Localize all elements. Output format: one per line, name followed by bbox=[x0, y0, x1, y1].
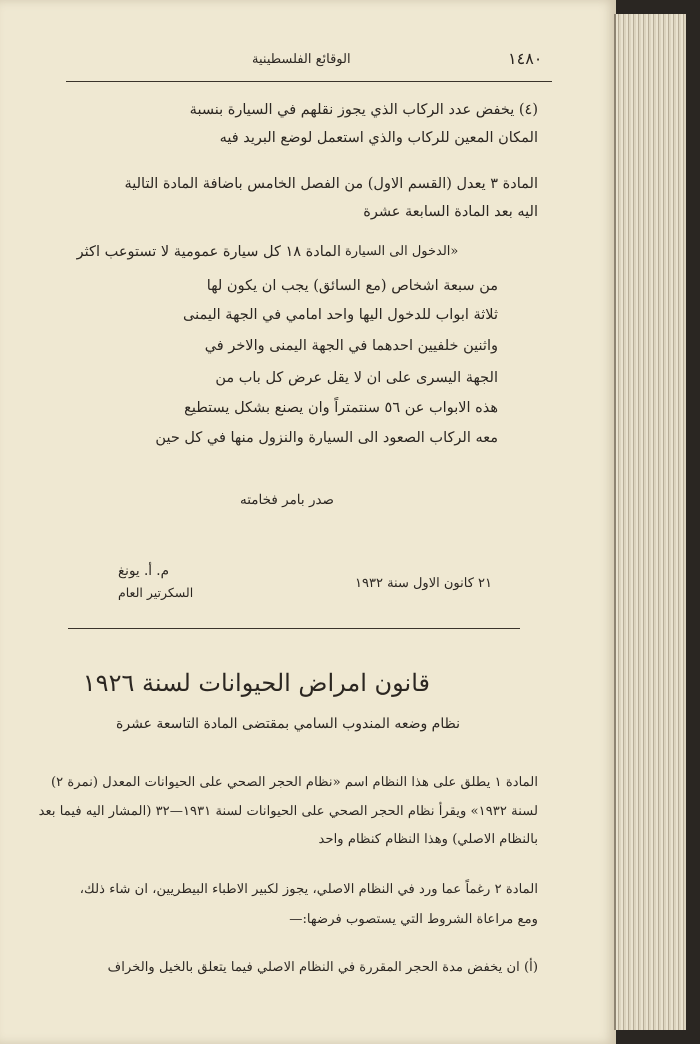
article-18-line: ثلاثة ابواب للدخول اليها واحد امامي في الجهة اليمنى bbox=[183, 307, 498, 323]
header-rule bbox=[66, 81, 552, 82]
signature-name: م. أ. يونغ bbox=[118, 563, 169, 579]
article-18-line: من سبعة اشخاص (مع السائق) يجب ان يكون لها bbox=[206, 278, 498, 294]
item-4-line-1: (٤) يخفض عدد الركاب الذي يجوز نقلهم في السيارة بنسبة bbox=[189, 102, 538, 118]
article-3-line-1: المادة ٣ يعدل (القسم الاول) من الفصل الخامس باضافة المادة التالية bbox=[124, 176, 538, 192]
article-18-line: معه الركاب الصعود الى السيارة والنزول منها في كل حين bbox=[155, 430, 498, 446]
issue-date: ٢١ كانون الاول سنة ١٩٣٢ bbox=[355, 576, 493, 591]
section-divider bbox=[68, 628, 520, 629]
article-3-line-2: اليه بعد المادة السابعة عشرة bbox=[363, 204, 538, 220]
article-18-line: الجهة اليسرى على ان لا يقل عرض كل باب من bbox=[215, 370, 498, 386]
law-title: قانون امراض الحيوانات لسنة ١٩٢٦ bbox=[82, 669, 430, 697]
article-2-line: المادة ٢ رغماً عما ورد في النظام الاصلي، يجوز لكبير الاطباء البيطريين، ان شاء ذلك، bbox=[79, 882, 538, 897]
margin-note: «الدخول الى السيارة bbox=[345, 244, 459, 259]
page-number: ١٤٨٠ bbox=[508, 49, 543, 68]
article-2-line: ومع مراعاة الشروط التي يستصوب فرضها:— bbox=[289, 912, 538, 927]
law-subtitle: نظام وضعه المندوب السامي بمقتضى المادة التاسعة عشرة bbox=[116, 716, 460, 732]
article-18-line: واثنين خلفيين احدهما في الجهة اليمنى والاخر في bbox=[204, 338, 498, 354]
item-a: (أ) ان يخفض مدة الحجر المقررة في النظام الاصلي فيما يتعلق بالخيل والخراف bbox=[107, 960, 538, 975]
article-18-line: المادة ١٨ كل سيارة عمومية لا تستوعب اكثر bbox=[76, 244, 341, 260]
running-title: الوقائع الفلسطينية bbox=[252, 52, 351, 67]
issued-by: صدر بامر فخامته bbox=[240, 492, 335, 508]
book-fore-edge bbox=[614, 14, 686, 1030]
article-1-line: المادة ١ يطلق على هذا النظام اسم «نظام الحجر الصحي على الحيوانات المعدل (نمرة ٢) bbox=[50, 775, 538, 790]
item-4-line-2: المكان المعين للركاب والذي استعمل لوضع البريد فيه bbox=[219, 130, 538, 146]
signature-title: السكرتير العام bbox=[118, 585, 194, 600]
article-18-line: هذه الابواب عن ٥٦ سنتمتراً وان يصنع بشكل يستطيع bbox=[184, 400, 498, 416]
article-1-line: بالنظام الاصلي) وهذا النظام كنظام واحد bbox=[318, 832, 538, 847]
article-1-line: لسنة ١٩٣٢» ويقرأ نظام الحجر الصحي على الحيوانات لسنة ١٩٣١—٣٢ (المشار اليه فيما بعد bbox=[38, 804, 538, 819]
